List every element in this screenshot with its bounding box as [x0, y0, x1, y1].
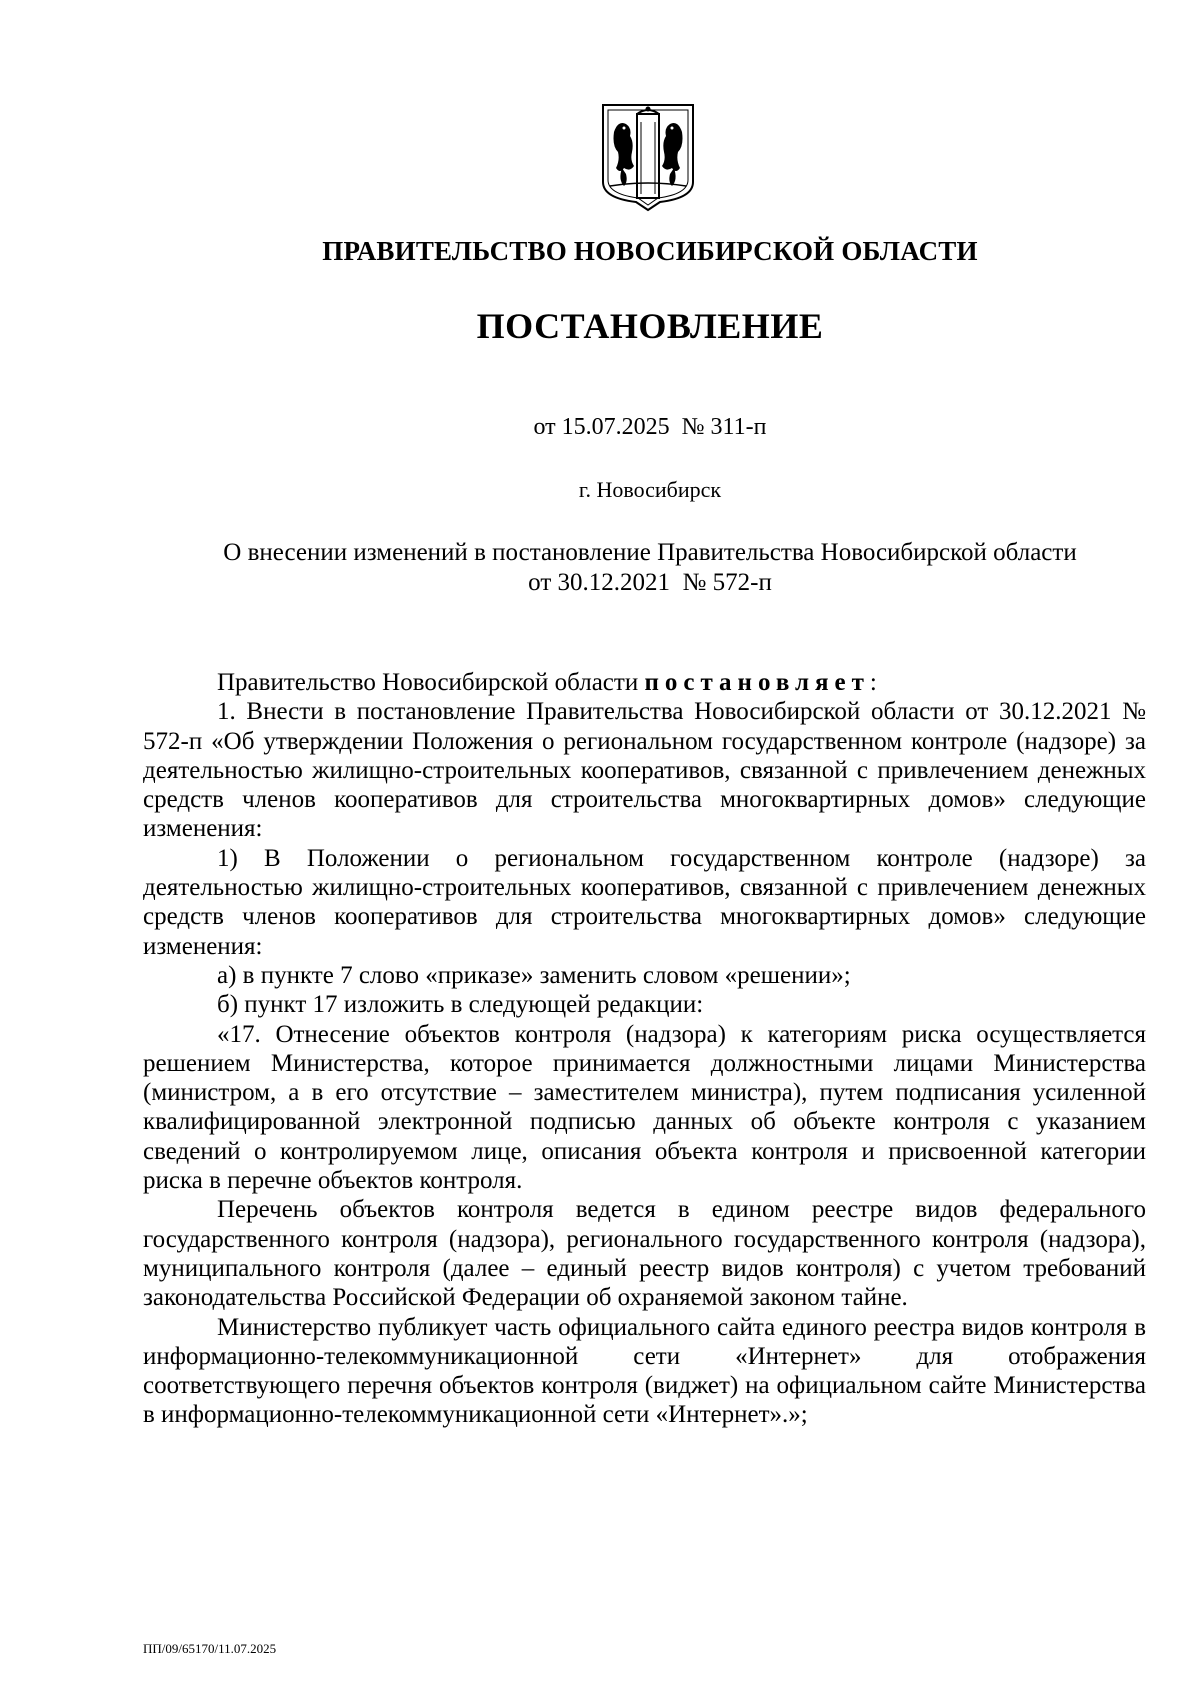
intro-verb: постановляет — [644, 669, 870, 696]
intro-prefix: Правительство Новосибирской области — [217, 669, 645, 696]
intro-suffix: : — [869, 669, 877, 696]
paragraph-1-1: 1) В Положении о региональном государственном контроле (надзоре) за деятельностью жилищно-строительных кооперативов, связанной с привлечением денежных средств членов кооперативов для строительства многоквартирных домов» следующие изменения: — [143, 844, 1146, 960]
paragraph-widget: Министерство публикует часть официального сайта единого реестра видов контроля в информационно-телекоммуникационной сети «Интернет» для отображения соответствующего перечня объектов контроля (виджет) на официальном сайте Министерства в информационно-телекоммуникационной сети «Интернет».»; — [143, 1313, 1146, 1429]
paragraph-a: а) в пункте 7 слово «приказе» заменить словом «решении»; — [217, 961, 851, 989]
document-body — [143, 668, 1146, 1430]
novosibirsk-coat-of-arms-icon — [600, 102, 696, 212]
document-city: г. Новосибирск — [578, 477, 722, 502]
paragraph-17: «17. Отнесение объектов контроля (надзора) к категориям риска осуществляется решением Министерства, которое принимается должностными лицами Министерства (министром, а в его отсутствие – заместителем министра), путем подписания усиленной квалифицированной электронной подписью данных об объекте контроля с указанием сведений о контролируемом лице, описания объекта контроля и присвоенной категории риска в перечне объектов контроля. — [143, 1020, 1146, 1195]
paragraph-b: б) пункт 17 изложить в следующей редакции: — [217, 991, 704, 1019]
document-subject — [150, 538, 1150, 598]
document-date-number: от 15.07.2025 № 311-п — [533, 414, 767, 440]
intro-paragraph — [143, 668, 1146, 697]
document-type: ПОСТАНОВЛЕНИЕ — [476, 306, 824, 346]
paragraph-1: 1. Внести в постановление Правительства Новосибирской области от 30.12.2021 № 572-п «Об утверждении Положения о региональном государственном контроле (надзоре) за деятельностью жилищно-строительных кооперативов, связанной с привлечением денежных средств членов кооперативов для строительства многоквартирных домов» следующие изменения: — [143, 698, 1146, 843]
paragraph-register: Перечень объектов контроля ведется в едином реестре видов федерального государственного контроля (надзора), регионального государственного контроля (надзора), муниципального контроля (далее – единый реестр видов контроля) с учетом требований законодательства Российской Федерации об охраняемой законом тайне. — [143, 1196, 1146, 1312]
subject-line-2: от 30.12.2021 № 572-п — [528, 569, 772, 596]
subject-line-1: О внесении изменений в постановление Правительства Новосибирской области — [223, 539, 1077, 566]
government-title: ПРАВИТЕЛЬСТВО НОВОСИБИРСКОЙ ОБЛАСТИ — [322, 236, 978, 266]
footer-document-code: ПП/09/65170/11.07.2025 — [143, 1641, 277, 1656]
